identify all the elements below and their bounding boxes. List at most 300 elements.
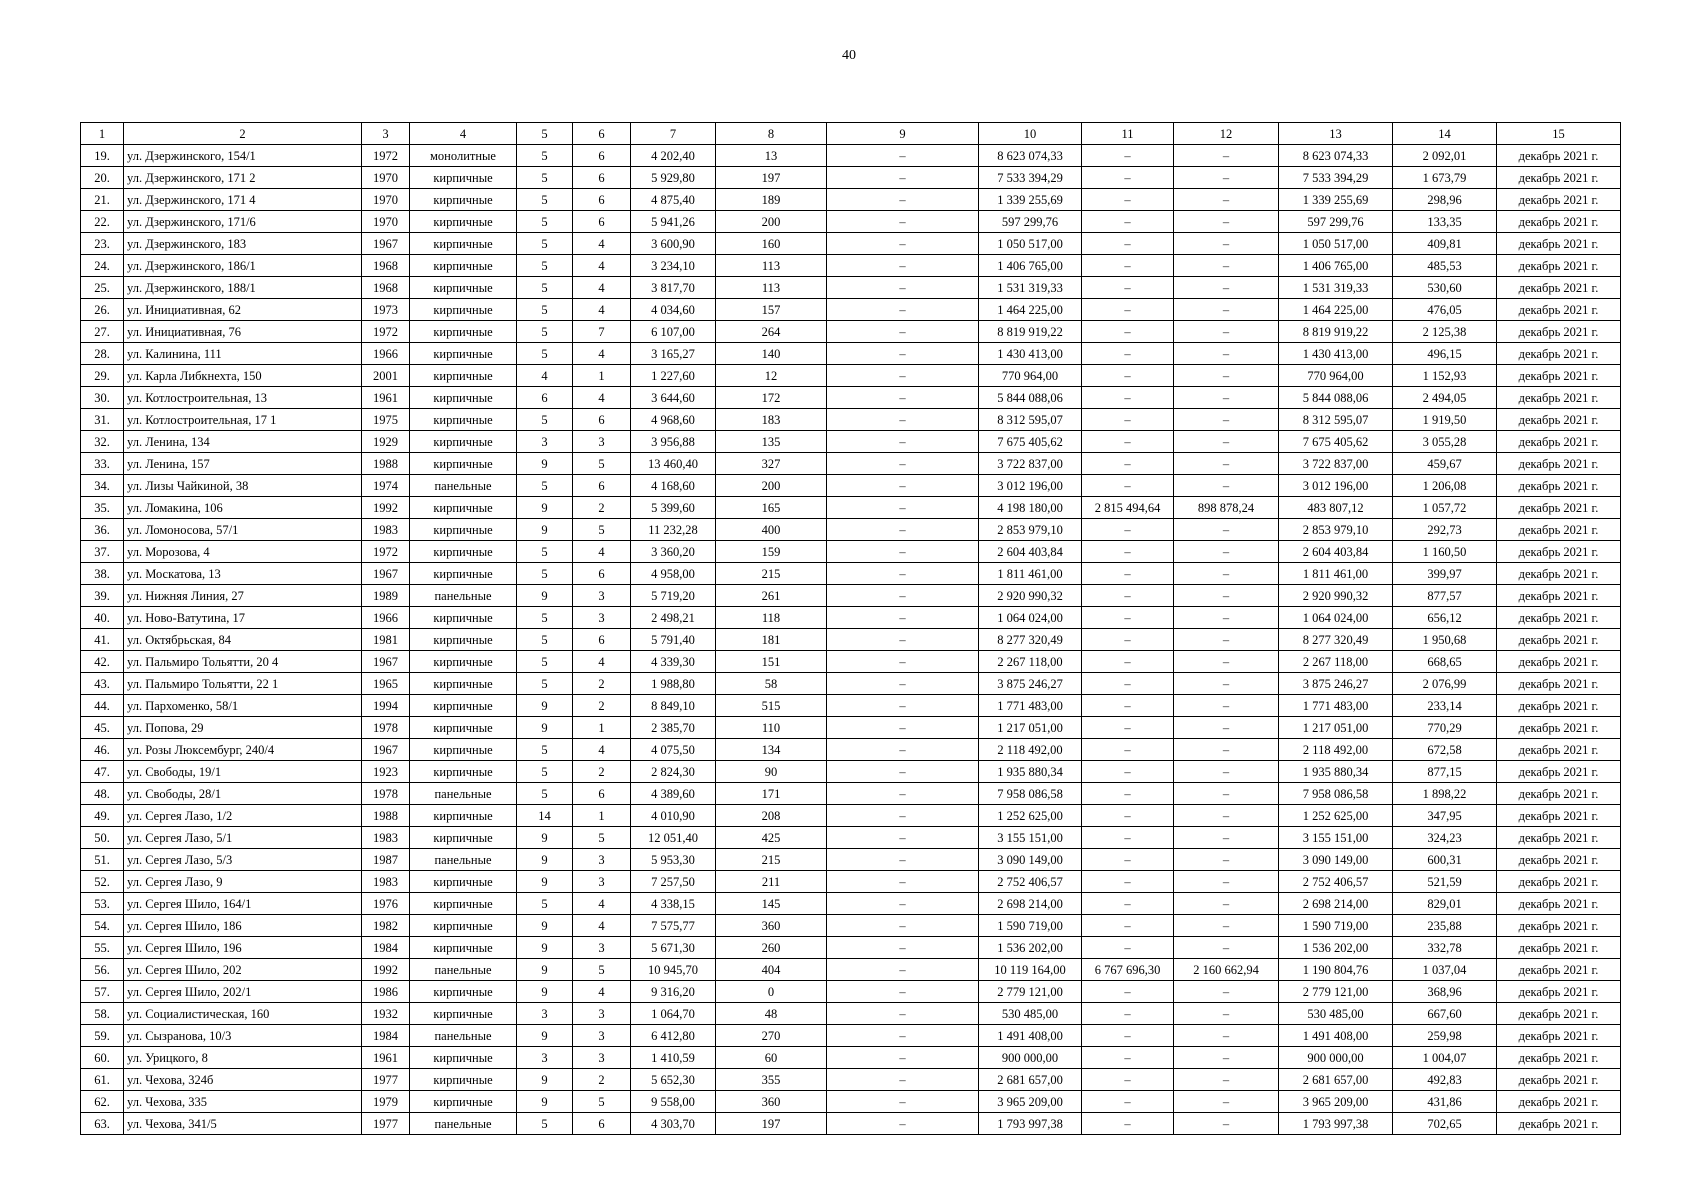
table-cell: 183 [716, 409, 827, 431]
table-cell: 1 988,80 [631, 673, 716, 695]
table-cell: 33. [81, 453, 124, 475]
table-cell: ул. Дзержинского, 186/1 [124, 255, 362, 277]
table-cell: 1992 [362, 959, 410, 981]
table-cell: 8 312 595,07 [1279, 409, 1393, 431]
table-cell: 5 [517, 299, 573, 321]
table-cell: – [827, 629, 979, 651]
table-cell: – [1174, 563, 1279, 585]
table-cell: панельные [410, 475, 517, 497]
table-cell: – [1082, 1003, 1174, 1025]
table-cell: 5 [517, 277, 573, 299]
table-cell: 1988 [362, 805, 410, 827]
table-cell: 1 793 997,38 [979, 1113, 1082, 1135]
table-cell: – [1082, 475, 1174, 497]
table-cell: декабрь 2021 г. [1497, 233, 1621, 255]
table-cell: 877,57 [1393, 585, 1497, 607]
table-cell: 9 [517, 453, 573, 475]
table-cell: 14 [517, 805, 573, 827]
table-cell: – [827, 981, 979, 1003]
table-cell: 2001 [362, 365, 410, 387]
table-cell: 21. [81, 189, 124, 211]
table-row [81, 255, 1621, 277]
table-cell: ул. Сызранова, 10/3 [124, 1025, 362, 1047]
column-header: 13 [1279, 123, 1393, 145]
table-cell: 110 [716, 717, 827, 739]
table-cell: декабрь 2021 г. [1497, 497, 1621, 519]
table-cell: – [1174, 937, 1279, 959]
table-cell: 3 [517, 1003, 573, 1025]
table-cell: 113 [716, 255, 827, 277]
table-cell: – [827, 233, 979, 255]
table-row [81, 585, 1621, 607]
table-cell: 4 034,60 [631, 299, 716, 321]
table-cell: 3 875 246,27 [979, 673, 1082, 695]
table-cell: 264 [716, 321, 827, 343]
table-cell: 1 050 517,00 [1279, 233, 1393, 255]
table-cell: 90 [716, 761, 827, 783]
table-cell: кирпичные [410, 673, 517, 695]
table-cell: 60. [81, 1047, 124, 1069]
table-cell: 5 [517, 189, 573, 211]
table-cell: 31. [81, 409, 124, 431]
table-cell: 37. [81, 541, 124, 563]
table-cell: – [1174, 321, 1279, 343]
table-row [81, 1047, 1621, 1069]
table-cell: 1984 [362, 937, 410, 959]
table-cell: 4 [573, 651, 631, 673]
table-cell: 2 [573, 695, 631, 717]
table-cell: 3 [573, 585, 631, 607]
table-cell: – [1082, 761, 1174, 783]
table-cell: – [827, 1047, 979, 1069]
table-cell: – [1174, 1091, 1279, 1113]
table-cell: 1 590 719,00 [1279, 915, 1393, 937]
table-cell: 0 [716, 981, 827, 1003]
table-cell: 2 385,70 [631, 717, 716, 739]
table-row [81, 409, 1621, 431]
table-row [81, 805, 1621, 827]
table-cell: – [827, 739, 979, 761]
table-cell: декабрь 2021 г. [1497, 1069, 1621, 1091]
table-cell: – [1082, 189, 1174, 211]
table-cell: 9 [517, 585, 573, 607]
table-cell: – [827, 849, 979, 871]
table-cell: 597 299,76 [979, 211, 1082, 233]
table-cell: 233,14 [1393, 695, 1497, 717]
table-cell: – [1174, 915, 1279, 937]
table-row [81, 959, 1621, 981]
table-cell: 2 681 657,00 [979, 1069, 1082, 1091]
table-cell: – [1082, 1025, 1174, 1047]
table-cell: декабрь 2021 г. [1497, 739, 1621, 761]
table-cell: 200 [716, 475, 827, 497]
table-cell: 3 965 209,00 [1279, 1091, 1393, 1113]
table-cell: – [1174, 981, 1279, 1003]
table-cell: 347,95 [1393, 805, 1497, 827]
table-row [81, 211, 1621, 233]
table-cell: 7 575,77 [631, 915, 716, 937]
table-cell: кирпичные [410, 409, 517, 431]
table-cell: 2 824,30 [631, 761, 716, 783]
table-cell: 4 303,70 [631, 1113, 716, 1135]
table-cell: 5 844 088,06 [979, 387, 1082, 409]
table-row [81, 695, 1621, 717]
table-cell: кирпичные [410, 541, 517, 563]
table-cell: – [1174, 761, 1279, 783]
table-row [81, 937, 1621, 959]
table-cell: – [1174, 827, 1279, 849]
column-header: 10 [979, 123, 1082, 145]
table-cell: – [827, 937, 979, 959]
table-cell: 2 [573, 1069, 631, 1091]
table-cell: 9 [517, 497, 573, 519]
table-cell: 292,73 [1393, 519, 1497, 541]
table-cell: – [1174, 299, 1279, 321]
table-cell: декабрь 2021 г. [1497, 761, 1621, 783]
table-row [81, 299, 1621, 321]
table-cell: – [827, 761, 979, 783]
table-cell: 9 [517, 849, 573, 871]
table-cell: – [1174, 673, 1279, 695]
table-cell: 5 [517, 145, 573, 167]
table-cell: кирпичные [410, 277, 517, 299]
table-cell: 1 [573, 365, 631, 387]
table-cell: 5 [517, 1113, 573, 1135]
table-cell: 1961 [362, 387, 410, 409]
table-cell: декабрь 2021 г. [1497, 827, 1621, 849]
table-cell: – [1082, 343, 1174, 365]
table-cell: 1 793 997,38 [1279, 1113, 1393, 1135]
table-cell: 324,23 [1393, 827, 1497, 849]
table-cell: 8 312 595,07 [979, 409, 1082, 431]
table-cell: 46. [81, 739, 124, 761]
table-cell: 1984 [362, 1025, 410, 1047]
table-cell: – [1174, 805, 1279, 827]
table-cell: – [827, 497, 979, 519]
table-cell: – [1082, 145, 1174, 167]
table-cell: ул. Чехова, 341/5 [124, 1113, 362, 1135]
table-cell: 53. [81, 893, 124, 915]
table-cell: ул. Дзержинского, 154/1 [124, 145, 362, 167]
table-cell: 476,05 [1393, 299, 1497, 321]
table-cell: – [1174, 365, 1279, 387]
table-cell: 2 604 403,84 [979, 541, 1082, 563]
table-cell: 9 [517, 519, 573, 541]
table-cell: 5 [517, 651, 573, 673]
table-cell: 521,59 [1393, 871, 1497, 893]
table-cell: 189 [716, 189, 827, 211]
table-cell: 45. [81, 717, 124, 739]
table-cell: 7 [573, 321, 631, 343]
table-cell: 5 953,30 [631, 849, 716, 871]
table-cell: – [1082, 783, 1174, 805]
table-cell: – [827, 321, 979, 343]
table-cell: кирпичные [410, 497, 517, 519]
table-cell: 6 767 696,30 [1082, 959, 1174, 981]
column-header: 14 [1393, 123, 1497, 145]
table-cell: 485,53 [1393, 255, 1497, 277]
table-cell: 702,65 [1393, 1113, 1497, 1135]
table-cell: ул. Сергея Шило, 164/1 [124, 893, 362, 915]
table-cell: 10 119 164,00 [979, 959, 1082, 981]
table-cell: 4 [573, 343, 631, 365]
table-cell: 597 299,76 [1279, 211, 1393, 233]
table-cell: – [1174, 893, 1279, 915]
table-cell: ул. Попова, 29 [124, 717, 362, 739]
table-cell: кирпичные [410, 761, 517, 783]
table-cell: декабрь 2021 г. [1497, 1091, 1621, 1113]
table-cell: 5 [517, 541, 573, 563]
table-cell: 36. [81, 519, 124, 541]
table-cell: 770,29 [1393, 717, 1497, 739]
table-cell: – [1174, 607, 1279, 629]
table-cell: 7 257,50 [631, 871, 716, 893]
table-row [81, 475, 1621, 497]
table-cell: 5 [517, 475, 573, 497]
column-header: 6 [573, 123, 631, 145]
table-cell: 6 [573, 145, 631, 167]
table-cell: ул. Сергея Лазо, 9 [124, 871, 362, 893]
table-cell: 151 [716, 651, 827, 673]
table-cell: ул. Сергея Лазо, 5/3 [124, 849, 362, 871]
table-cell: декабрь 2021 г. [1497, 959, 1621, 981]
table-cell: 399,97 [1393, 563, 1497, 585]
table-cell: 4 [573, 981, 631, 1003]
table-cell: 5 [517, 211, 573, 233]
table-cell: 7 958 086,58 [1279, 783, 1393, 805]
table-cell: 5 [517, 739, 573, 761]
table-cell: – [827, 453, 979, 475]
table-cell: 3 [517, 431, 573, 453]
table-cell: 672,58 [1393, 739, 1497, 761]
table-cell: 38. [81, 563, 124, 585]
table-cell: ул. Дзержинского, 188/1 [124, 277, 362, 299]
table-cell: декабрь 2021 г. [1497, 299, 1621, 321]
table-cell: панельные [410, 849, 517, 871]
table-cell: 26. [81, 299, 124, 321]
column-header: 15 [1497, 123, 1621, 145]
table-cell: 7 675 405,62 [1279, 431, 1393, 453]
table-cell: 400 [716, 519, 827, 541]
table-cell: 1972 [362, 145, 410, 167]
table-row [81, 981, 1621, 1003]
table-cell: ул. Ново-Ватутина, 17 [124, 607, 362, 629]
table-cell: панельные [410, 1113, 517, 1135]
table-cell: декабрь 2021 г. [1497, 189, 1621, 211]
table-cell: 118 [716, 607, 827, 629]
table-row [81, 167, 1621, 189]
table-cell: 1 217 051,00 [1279, 717, 1393, 739]
table-cell: ул. Ломоносова, 57/1 [124, 519, 362, 541]
table-cell: – [1082, 387, 1174, 409]
table-cell: 2 076,99 [1393, 673, 1497, 695]
table-cell: 360 [716, 1091, 827, 1113]
table-cell: 9 [517, 915, 573, 937]
table-cell: ул. Москатова, 13 [124, 563, 362, 585]
table-cell: – [827, 189, 979, 211]
table-cell: 61. [81, 1069, 124, 1091]
table-cell: 3 [573, 1003, 631, 1025]
table-cell: панельные [410, 585, 517, 607]
table-cell: 1967 [362, 563, 410, 585]
table-cell: – [1082, 893, 1174, 915]
table-cell: 1 531 319,33 [1279, 277, 1393, 299]
table-cell: 1 050 517,00 [979, 233, 1082, 255]
table-cell: – [827, 717, 979, 739]
table-cell: – [827, 915, 979, 937]
table-cell: 425 [716, 827, 827, 849]
table-cell: 1967 [362, 739, 410, 761]
table-cell: кирпичные [410, 1091, 517, 1113]
table-cell: 208 [716, 805, 827, 827]
table-cell: 1 064 024,00 [979, 607, 1082, 629]
table-cell: 3 360,20 [631, 541, 716, 563]
table-cell: 7 958 086,58 [979, 783, 1082, 805]
column-header: 12 [1174, 123, 1279, 145]
table-cell: 9 [517, 695, 573, 717]
table-cell: 2 698 214,00 [979, 893, 1082, 915]
table-cell: 1981 [362, 629, 410, 651]
table-row [81, 233, 1621, 255]
table-cell: 4 168,60 [631, 475, 716, 497]
table-cell: – [827, 409, 979, 431]
table-cell: – [827, 585, 979, 607]
column-header: 3 [362, 123, 410, 145]
table-cell: 1 531 319,33 [979, 277, 1082, 299]
table-cell: 60 [716, 1047, 827, 1069]
table-cell: ул. Пархоменко, 58/1 [124, 695, 362, 717]
table-cell: кирпичные [410, 299, 517, 321]
table-cell: – [1174, 453, 1279, 475]
table-cell: – [1082, 805, 1174, 827]
table-cell: 23. [81, 233, 124, 255]
table-cell: кирпичные [410, 1003, 517, 1025]
table-row [81, 541, 1621, 563]
table-cell: декабрь 2021 г. [1497, 167, 1621, 189]
table-cell: – [1174, 211, 1279, 233]
table-cell: 530 485,00 [979, 1003, 1082, 1025]
table-cell: – [1174, 519, 1279, 541]
table-cell: декабрь 2021 г. [1497, 145, 1621, 167]
table-cell: декабрь 2021 г. [1497, 585, 1621, 607]
table-cell: 9 [517, 981, 573, 1003]
table-cell: 2 920 990,32 [1279, 585, 1393, 607]
table-cell: 1923 [362, 761, 410, 783]
table-cell: 172 [716, 387, 827, 409]
table-cell: 656,12 [1393, 607, 1497, 629]
table-cell: 259,98 [1393, 1025, 1497, 1047]
table-cell: 43. [81, 673, 124, 695]
table-cell: 6 [573, 211, 631, 233]
table-cell: 1 339 255,69 [1279, 189, 1393, 211]
table-cell: ул. Инициативная, 76 [124, 321, 362, 343]
table-cell: 1 811 461,00 [1279, 563, 1393, 585]
table-cell: 6 [573, 783, 631, 805]
table-cell: кирпичные [410, 629, 517, 651]
table-cell: 459,67 [1393, 453, 1497, 475]
table-cell: 9 [517, 937, 573, 959]
table-cell: 1988 [362, 453, 410, 475]
table-cell: – [1082, 1047, 1174, 1069]
table-cell: – [1174, 783, 1279, 805]
table-cell: 5 844 088,06 [1279, 387, 1393, 409]
table-row [81, 277, 1621, 299]
table-cell: 1972 [362, 321, 410, 343]
table-cell: 4 339,30 [631, 651, 716, 673]
table-cell: – [1082, 695, 1174, 717]
table-cell: кирпичные [410, 255, 517, 277]
table-cell: 1 160,50 [1393, 541, 1497, 563]
table-cell: 4 875,40 [631, 189, 716, 211]
table-cell: 52. [81, 871, 124, 893]
table-cell: 3 090 149,00 [1279, 849, 1393, 871]
table-cell: 3 165,27 [631, 343, 716, 365]
table-cell: 55. [81, 937, 124, 959]
table-cell: – [1174, 585, 1279, 607]
table-cell: 165 [716, 497, 827, 519]
table-cell: ул. Урицкого, 8 [124, 1047, 362, 1069]
table-cell: 44. [81, 695, 124, 717]
table-cell: 35. [81, 497, 124, 519]
table-cell: декабрь 2021 г. [1497, 1003, 1621, 1025]
table-cell: декабрь 2021 г. [1497, 673, 1621, 695]
table-cell: – [827, 1069, 979, 1091]
column-header: 5 [517, 123, 573, 145]
table-cell: кирпичные [410, 695, 517, 717]
table-cell: 409,81 [1393, 233, 1497, 255]
table-cell: 34. [81, 475, 124, 497]
table-cell: декабрь 2021 г. [1497, 651, 1621, 673]
table-row [81, 343, 1621, 365]
table-cell: 8 819 919,22 [979, 321, 1082, 343]
table-cell: 1983 [362, 519, 410, 541]
table-cell: – [827, 167, 979, 189]
table-cell: 2 118 492,00 [979, 739, 1082, 761]
table-cell: 3 [573, 431, 631, 453]
table-cell: декабрь 2021 г. [1497, 365, 1621, 387]
table-row [81, 519, 1621, 541]
table-cell: 6 107,00 [631, 321, 716, 343]
table-cell: декабрь 2021 г. [1497, 893, 1621, 915]
table-cell: ул. Сергея Шило, 196 [124, 937, 362, 959]
table-cell: 3 055,28 [1393, 431, 1497, 453]
table-cell: декабрь 2021 г. [1497, 321, 1621, 343]
table-cell: 3 817,70 [631, 277, 716, 299]
table-row [81, 893, 1621, 915]
table-cell: 13 [716, 145, 827, 167]
table-cell: 600,31 [1393, 849, 1497, 871]
table-cell: 2 494,05 [1393, 387, 1497, 409]
table-cell: – [827, 519, 979, 541]
table-cell: – [1174, 431, 1279, 453]
table-cell: 1 935 880,34 [1279, 761, 1393, 783]
table-cell: 5 [517, 893, 573, 915]
table-cell: – [1082, 277, 1174, 299]
table-cell: 8 277 320,49 [1279, 629, 1393, 651]
table-cell: панельные [410, 783, 517, 805]
table-cell: – [827, 783, 979, 805]
table-cell: – [1174, 167, 1279, 189]
table-cell: 2 779 121,00 [979, 981, 1082, 1003]
table-cell: кирпичные [410, 805, 517, 827]
table-cell: – [1082, 717, 1174, 739]
table-cell: 9 [517, 717, 573, 739]
table-cell: – [1082, 651, 1174, 673]
table-cell: 134 [716, 739, 827, 761]
table-row [81, 321, 1621, 343]
table-cell: – [827, 431, 979, 453]
table-cell: 2 [573, 673, 631, 695]
